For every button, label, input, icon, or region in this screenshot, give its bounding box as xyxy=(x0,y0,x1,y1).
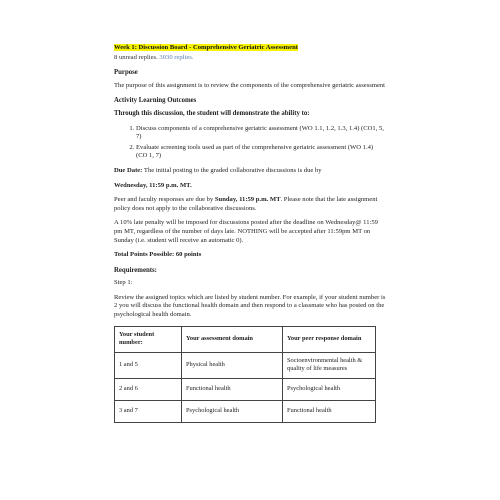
table-cell: Functional health xyxy=(182,379,283,401)
page-title: Week 1: Discussion Board - Comprehensive Geriatric Assessment xyxy=(114,44,298,51)
requirements-text: Review the assigned topics which are listed by student number. For example, if your student number is 2 you will discuss the functional health domain and then respond to a classmate who has posted on the psychological health domain. xyxy=(114,293,386,319)
peer-paragraph xyxy=(114,196,386,213)
table-row xyxy=(115,401,376,423)
outcomes-intro: Through this discussion, the student will demonstrate the ability to: xyxy=(114,109,310,117)
peer-text-a: Peer and faculty responses are due by xyxy=(114,196,215,204)
outcome-item: 2. Evaluate screening tools used as part of the comprehensive geriatric assessment (WO 1.4) (CO 1, 7) xyxy=(136,144,386,161)
penalty-paragraph: A 10% late penalty will be imposed for discussions posted after the deadline on Wednesday@ 11:59 pm MT, regardless of the number of days late. NOTHING will be accepted after 11:59pm MT on Sunday (i.e. student will receive an automatic 0). xyxy=(114,219,378,244)
requirements-step: Step 1: xyxy=(114,279,133,287)
table-cell: Functional health xyxy=(283,401,376,423)
table-cell: Psychological health xyxy=(283,379,376,401)
outcomes-list xyxy=(114,125,386,161)
purpose-text: The purpose of this assignment is to review the components of the comprehensive geriatric assessment xyxy=(114,81,386,89)
table-cell: Physical health xyxy=(182,352,283,378)
table-cell: Psychological health xyxy=(182,401,283,423)
due-date-deadline: Wednesday, 11:59 p.m. MT. xyxy=(114,181,192,189)
peer-deadline: Sunday, 11:59 p.m. MT xyxy=(214,196,281,204)
table-cell: 3 and 7 xyxy=(115,401,182,423)
due-date-text: The initial posting to the graded collaborative discussions is due by xyxy=(143,166,322,174)
total-points: Total Points Possible: 60 points xyxy=(114,251,202,259)
total-replies[interactable]: 3030 replies. xyxy=(159,53,194,61)
due-date-label: Due Date: xyxy=(114,166,143,174)
table-cell: 1 and 5 xyxy=(115,352,182,378)
unread-replies[interactable]: 8 unread replies. xyxy=(114,53,158,61)
title-line xyxy=(114,44,386,53)
table-header-assessment-domain: Your assessment domain xyxy=(182,326,283,352)
replies-line xyxy=(114,54,386,63)
table-cell: Socioenvironmental health & quality of life measures xyxy=(283,352,376,378)
table-header-row xyxy=(115,326,376,352)
assignment-table xyxy=(114,326,376,423)
requirements-heading: Requirements: xyxy=(114,266,157,274)
due-date-paragraph xyxy=(114,167,386,176)
outcomes-heading: Activity Learning Outcomes xyxy=(114,97,197,105)
document-content xyxy=(114,44,386,423)
outcome-item: 1. Discuss components of a comprehensive geriatric assessment (WO 1.1, 1.2, 1.3, 1.4) (CO1, 5, 7) xyxy=(136,125,386,142)
table-row xyxy=(115,352,376,378)
table-row xyxy=(115,379,376,401)
table-cell: 2 and 6 xyxy=(115,379,182,401)
purpose-heading: Purpose xyxy=(114,69,138,77)
peer-text-b: . Please note that the late assignment policy does not apply to the collaborative discussions. xyxy=(114,196,378,212)
table-header-student-number: Your student number: xyxy=(115,326,182,352)
table-header-peer-domain: Your peer response domain xyxy=(283,326,376,352)
